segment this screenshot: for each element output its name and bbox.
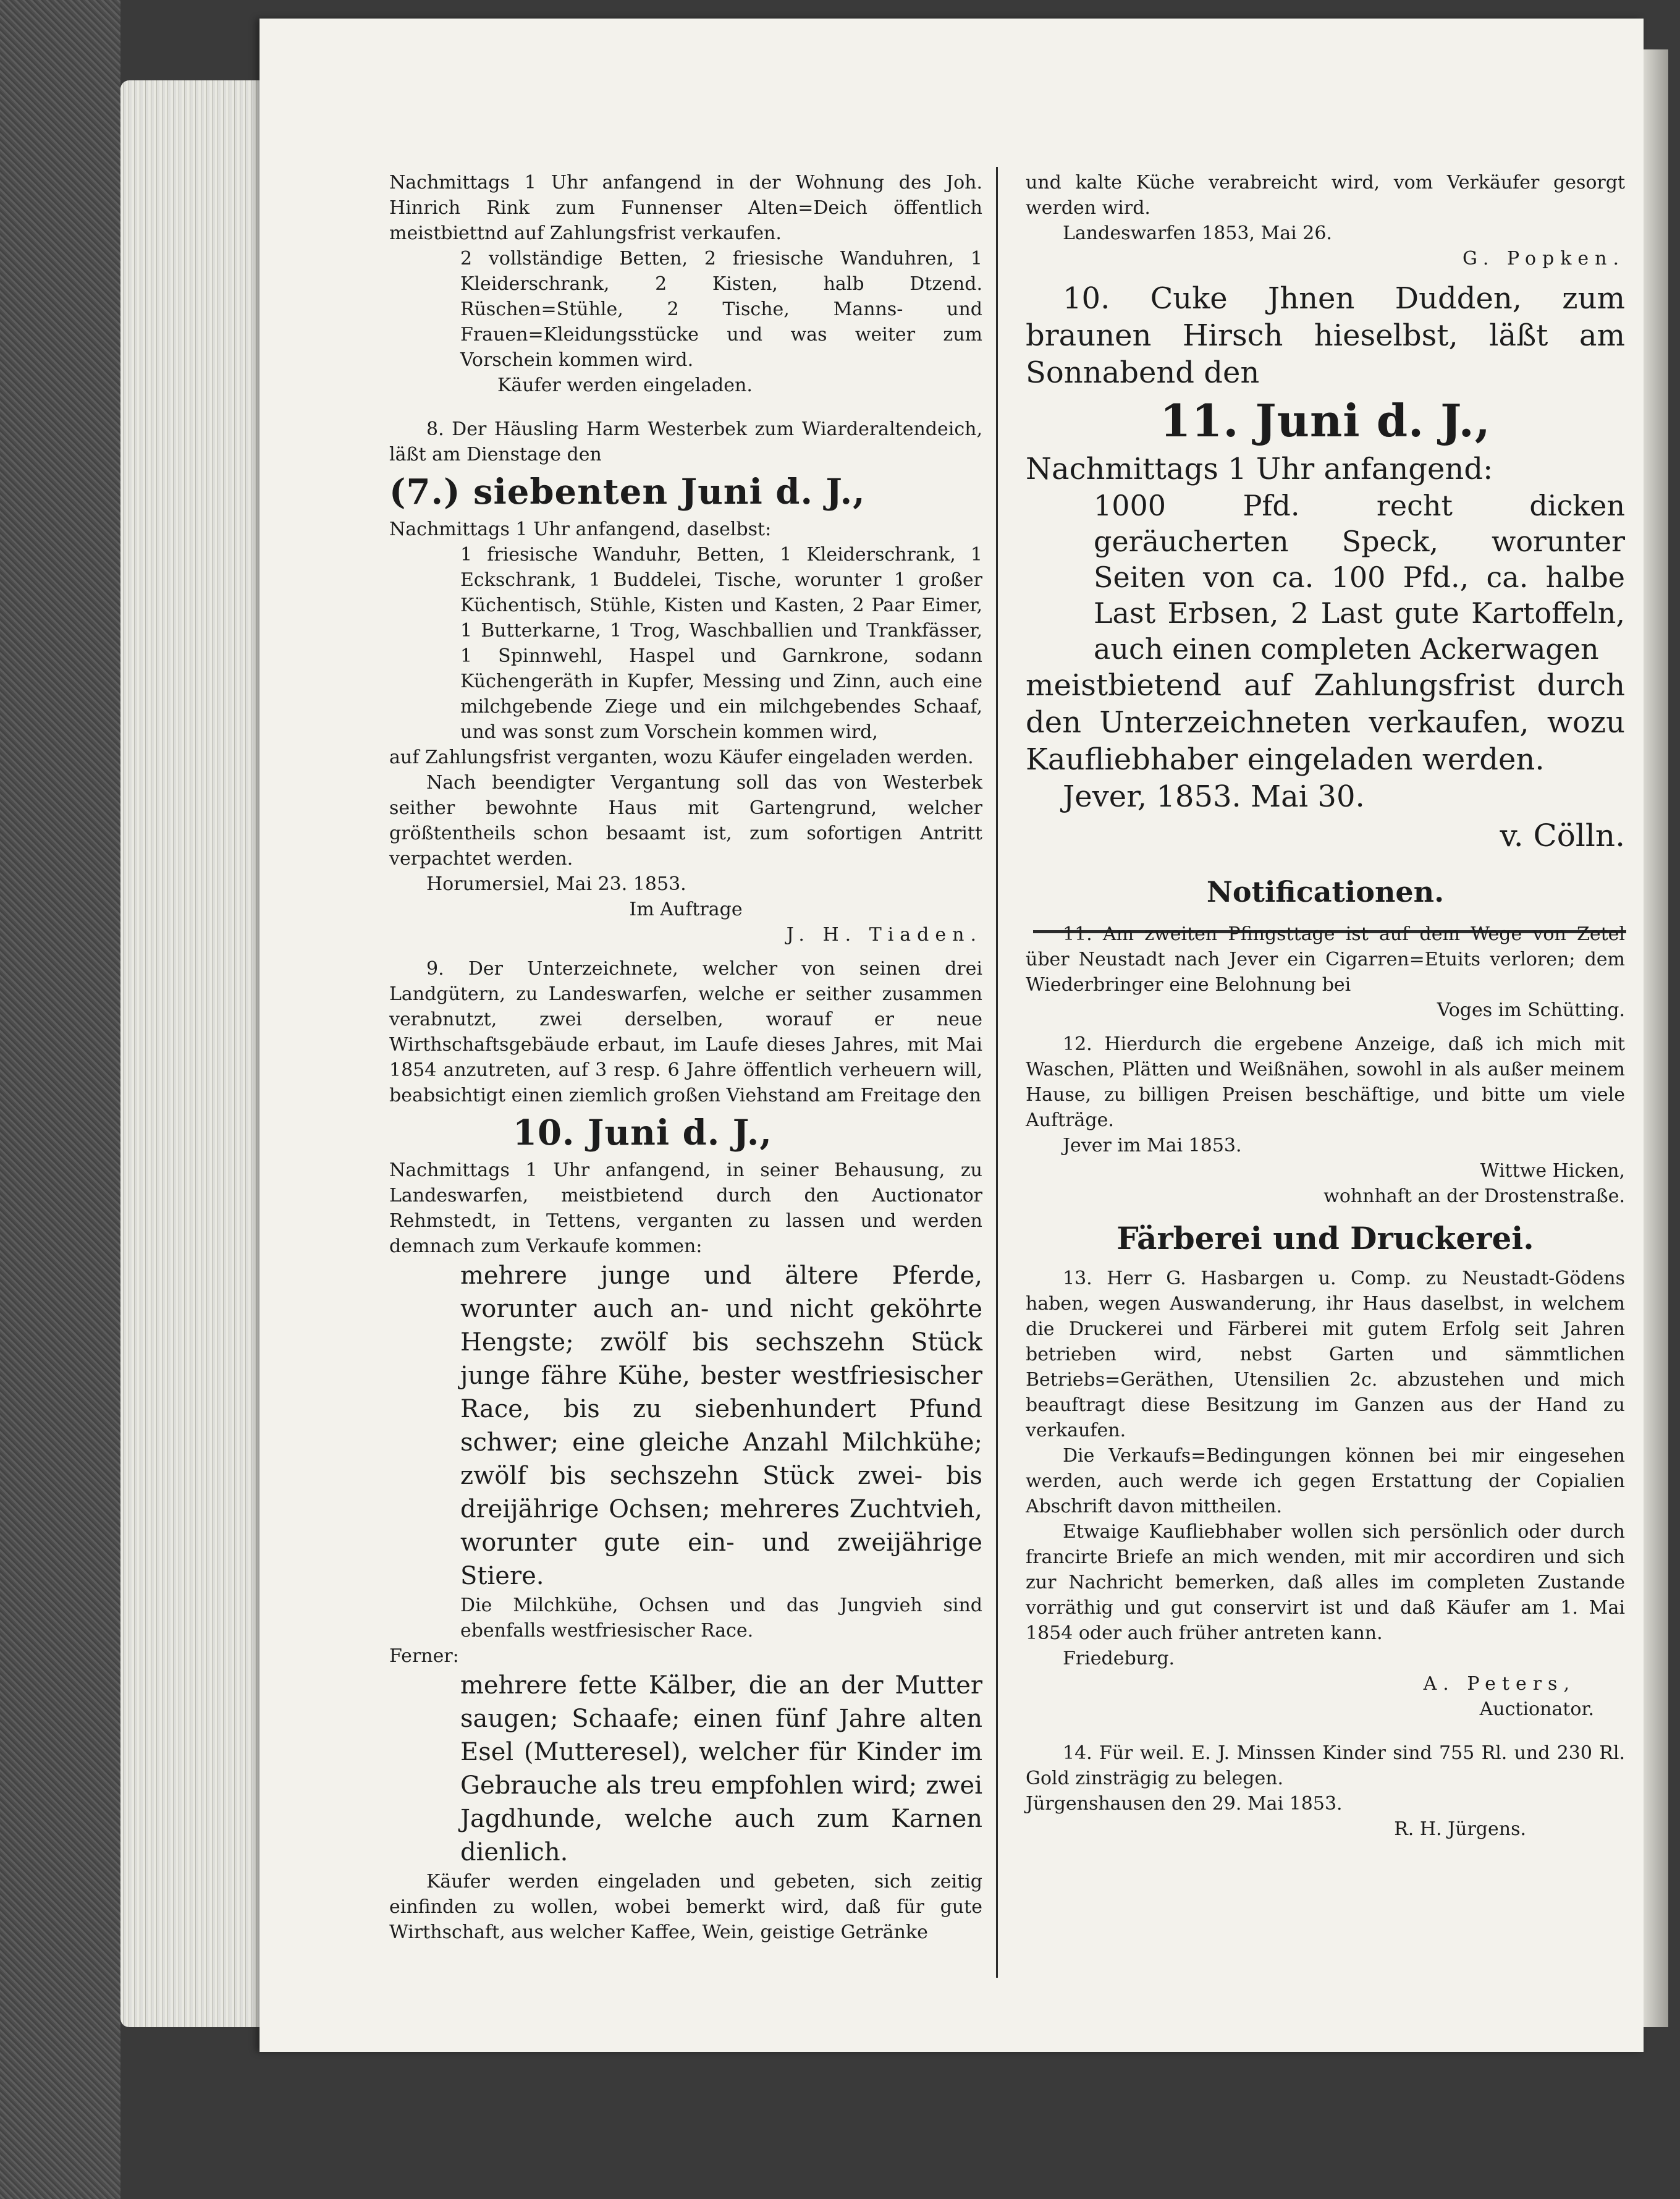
ad-13-place: Friedeburg.	[1063, 1648, 1175, 1669]
ad-10-items: 1000 Pfd. recht dicken geräucherten Speck, worunter Seiten von ca. 100 Pfd., ca. halbe Last Erbsen, 2 Last gute Kartoffeln, auch einen completen Ackerwagen	[1094, 489, 1625, 666]
ad-10-time: Nachmittags 1 Uhr anfangend:	[1026, 452, 1493, 486]
ad-8-signature: J. H. Tiaden.	[786, 924, 982, 946]
ad-12-text: 12. Hierdurch die ergebene Anzeige, daß ich mich mit Waschen, Plätten und Weißnähen, sowohl in als außer meinem Hause, zu billigen Preisen beschäftige, und bitte um viele Aufträge.	[1026, 1033, 1625, 1131]
ad-9-signature: G. Popken.	[1463, 248, 1625, 269]
column-divider	[996, 167, 998, 1978]
ad-14-text: 14. Für weil. E. J. Minssen Kinder sind 755 Rl. und 230 Rl. Gold zinsträgig zu belegen.	[1026, 1742, 1625, 1789]
ad-10-date: 11. Juni d. J.,	[1160, 394, 1491, 447]
ad-13-conditions: Die Verkaufs=Bedingungen können bei mir eingesehen werden, auch werde ich gegen Erstattung der Copialien Abschrift davon mittheilen.	[1026, 1445, 1625, 1517]
ad-7-items: 2 vollständige Betten, 2 friesische Wanduhren, 1 Kleiderschrank, 2 Kisten, halb Dtzend. Rüschen=Stühle, 2 Tische, Manns- und Frauen=Kleidungsstücke und was weiter zum Vorschein kommen wird.	[460, 248, 982, 371]
ad-9-details: Nachmittags 1 Uhr anfangend, in seiner Behausung, zu Landeswarfen, meistbietend durch den Auctionator Rehmstedt, in Tettens, verganten zu lassen und werden demnach zum Verkaufe kommen:	[389, 1159, 982, 1257]
right-column	[1026, 170, 1625, 1842]
ad-8-signature-line1: Im Auftrage	[629, 899, 743, 920]
ad-13-signature: A. Peters,	[1423, 1673, 1576, 1695]
ad-8-date: (7.) siebenten Juni d. J.,	[389, 472, 866, 512]
ad-9-items-2: mehrere fette Kälber, die an der Mutter saugen; Schaafe; einen fünf Jahre alten Esel (Mutteresel), welcher für Kinder im Gebrauche als treu empfohlen wird; zwei Jagdhunde, welche auch zum Karnen dienlich.	[460, 1671, 982, 1866]
ad-9-items-note: Die Milchkühe, Ochsen und das Jungvieh sind ebenfalls westfriesischer Race.	[460, 1595, 982, 1642]
ad-8-items: 1 friesische Wanduhr, Betten, 1 Kleiderschrank, 1 Eckschrank, 1 Buddelei, Tische, worunter 1 großer Küchentisch, Stühle, Kisten und Kasten, 2 Paar Eimer, 1 Butterkarne, 1 Trog, Waschballien und Trankfässer, 1 Spinnwehl, Haspel und Garnkrone, sodann Küchengeräth in Kupfer, Messing und Zinn, auch eine milchgebende Ziege und ein milchgebendes Schaaf, und was sonst zum Vorschein kommen wird,	[460, 544, 982, 743]
ad-12-signature: Wittwe Hicken,	[1480, 1160, 1625, 1182]
ad-12-address: wohnhaft an der Drostenstraße.	[1323, 1185, 1625, 1207]
page-right-edge	[1644, 49, 1668, 2027]
ad-10-text: 10. Cuke Jhnen Dudden, zum braunen Hirsch hieselbst, läßt am Sonnabend den	[1026, 281, 1625, 390]
book-spine	[0, 0, 120, 2199]
ad-11-signature: Voges im Schütting.	[1437, 999, 1625, 1021]
notificationen-heading: Notificationen.	[1206, 875, 1445, 909]
ad-8-text: 8. Der Häusling Harm Westerbek zum Wiarderaltendeich, läßt am Dienstage den	[389, 418, 982, 465]
ad-13-buyers: Etwaige Kaufliebhaber wollen sich persönlich oder durch francirte Briefe an mich wenden, mit mir accordiren und sich zur Nachricht bemerken, daß alles im completen Zustande vorräthig und gut conservirt ist und daß Käufer am 1. Mai 1854 oder auch früher antreten kann.	[1026, 1521, 1625, 1644]
left-column	[389, 170, 982, 1945]
ad-13-text: 13. Herr G. Hasbargen u. Comp. zu Neustadt-Gödens haben, wegen Auswanderung, ihr Haus daselbst, in welchem die Druckerei und Färberei mit gutem Erfolg seit Jahren betrieben wird, nebst Garten und sämmtlichen Betriebs=Geräthen, Utensilien 2c. abzustehen und mich beauftragt diese Besitzung im Ganzen aus der Hand zu verkaufen.	[1026, 1268, 1625, 1441]
ad-10-signature: v. Cölln.	[1500, 818, 1625, 854]
ad-8-time: Nachmittags 1 Uhr anfangend, daselbst:	[389, 519, 772, 540]
ad-10-closing: meistbietend auf Zahlungsfrist durch den Unterzeichneten verkaufen, wozu Kaufliebhaber eingeladen werden.	[1026, 668, 1625, 777]
ad-14-signature: R. H. Jürgens.	[1394, 1818, 1526, 1840]
ad-9-items: mehrere junge und ältere Pferde, worunter auch an- und nicht geköhrte Hengste; zwölf bis sechszehn Stück junge fähre Kühe, bester westfriesischer Race, bis zu siebenhundert Pfund schwer; eine gleiche Anzahl Milchkühe; zwölf bis sechszehn Stück zwei- bis dreijährige Ochsen; mehreres Zuchtvieh, worunter gute ein- und zweijährige Stiere.	[460, 1261, 982, 1590]
ad-10-place-date: Jever, 1853. Mai 30.	[1063, 779, 1365, 814]
ad-9-continued: und kalte Küche verabreicht wird, vom Verkäufer gesorgt werden wird.	[1026, 172, 1625, 219]
ad-8-note: Nach beendigter Vergantung soll das von Westerbek seither bewohnte Haus mit Gartengrund, welcher größtentheils schon besaamt ist, zum sofortigen Antritt verpachtet werden.	[389, 772, 982, 870]
faerberei-heading: Färberei und Druckerei.	[1116, 1220, 1534, 1256]
ad-14-place-date: Jürgenshausen den 29. Mai 1853.	[1026, 1793, 1343, 1815]
ad-12-place-date: Jever im Mai 1853.	[1063, 1135, 1242, 1156]
ad-8-place-date: Horumersiel, Mai 23. 1853.	[426, 873, 686, 895]
ad-7-closing: Käufer werden eingeladen.	[497, 375, 753, 396]
ad-8-closing: auf Zahlungsfrist verganten, wozu Käufer eingeladen werden.	[389, 747, 974, 768]
ad-9-ferner: Ferner:	[389, 1645, 459, 1667]
ad-11-text: 11. Am zweiten Pfingsttage ist auf dem Wege von Zetel über Neustadt nach Jever ein Cigarren=Etuits verloren; dem Wiederbringer eine Belohnung bei	[1026, 923, 1625, 996]
ad-9-date: 10. Juni d. J.,	[513, 1112, 772, 1153]
ad-13-title: Auctionator.	[1479, 1698, 1594, 1720]
ad-9-place-date: Landeswarfen 1853, Mai 26.	[1063, 222, 1332, 244]
ad-7-text: Nachmittags 1 Uhr anfangend in der Wohnung des Joh. Hinrich Rink zum Funnenser Alten=Deich öffentlich meistbiettnd auf Zahlungsfrist verkaufen.	[389, 172, 982, 244]
page-edges	[120, 80, 260, 2027]
ad-9-text: 9. Der Unterzeichnete, welcher von seinen drei Landgütern, zu Landeswarfen, welche er seither zusammen verabnutzt, zwei derselben, worauf er neue Wirthschaftsgebäude erbaut, im Laufe dieses Jahres, mit Mai 1854 anzutreten, auf 3 resp. 6 Jahre öffentlich verheuern will, beabsichtigt einen ziemlich großen Viehstand am Freitage den	[389, 958, 982, 1106]
ad-9-closing: Käufer werden eingeladen und gebeten, sich zeitig einfinden zu wollen, wobei bemerkt wird, daß für gute Wirthschaft, aus welcher Kaffee, Wein, geistige Getränke	[389, 1871, 982, 1943]
